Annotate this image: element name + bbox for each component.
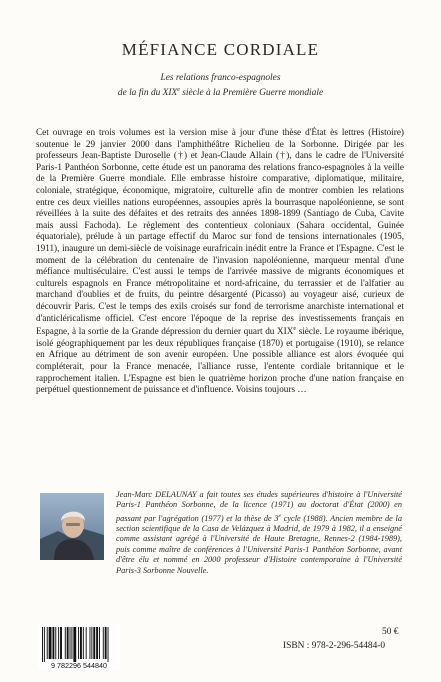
barcode-bar bbox=[42, 627, 43, 662]
barcode-bar bbox=[86, 627, 87, 659]
barcode-bar bbox=[71, 627, 72, 659]
author-bio: Jean-Marc DELAUNAY a fait toutes ses études supérieures d'histoire à l'Université Paris-1 Panthéon Sorbonne, de la licence (1971) au doctorat d'État (2000) en passant par l'agrégation (1977) et la thèse de 3e cycle (1988). Ancien membre de la section scientifique de la Casa de Velázquez à Madrid, de 1979 à 1982, il a enseigné comme assistant agrégé à l'Université de Haute Bretagne, Rennes-2 (1984-1989), puis comme maître de conférences à l'Université Paris-1 Panthéon Sorbonne, avant d'être élu et nommé en 2000 professeur d'Histoire contemporaine à l'Université Paris-3 Sorbonne Nouvelle. bbox=[40, 490, 402, 576]
barcode-bar bbox=[65, 627, 66, 659]
isbn-label: ISBN : 978-2-296-54484-0 bbox=[283, 641, 386, 651]
barcode-bar bbox=[99, 627, 100, 659]
barcode-bar bbox=[49, 627, 52, 659]
barcode-bar bbox=[91, 627, 92, 659]
barcode-bar bbox=[105, 627, 107, 659]
barcode-bar bbox=[78, 627, 79, 659]
barcode-digits: 9 782296 544840 bbox=[51, 661, 107, 670]
book-summary: Cet ouvrage en trois volumes est la version mise à jour d'une thèse d'État ès lettres (Histoire) soutenue le 29 janvier 2000 dans l'amphithéâtre Richelieu de la Sorbonne. Dirigée par les professeurs Jean-Baptiste Duroselle (†) et Jean-Claude Allain (†), dans le cadre de l'Université Paris-1 Panthéon Sorbonne, cette étude est un panorama des relations franco-espagnoles à la veille de la Première Guerre mondiale. Elle embrasse histoire comparative, diplomatique, militaire, coloniale, stratégique, économique, migratoire, culturelle afin de montrer combien les relations entre ces deux vieilles nations européennes, assoupies après la bourrasque napoléonienne, se sont réveillées à la suite des défaites et des retraits des années 1898-1899 (Santiago de Cuba, Cavite mais aussi Fachoda). Le règlement des contentieux coloniaux (Sahara occidental, Guinée équatoriale), prélude à un partage effectif du Maroc sur fond de tensions internationales (1905, 1911), inaugure un demi-siècle de voisinage eurafricain inédit entre la France et l'Espagne. C'est le moment de la célébration du centenaire de l'invasion napoléonienne, marqueur mental d'une méfiance multiséculaire. C'est aussi le temps de l'arrivée massive de migrants économiques et culturels espagnols en France métropolitaine et nord-africaine, du terrassier et de l'alfatier au marchand d'oublies et de fruits, du peintre désargenté (Picasso) au voyageur aisé, curieux de découvrir Paris. C'est le temps des exils croisés sur fond de terrorisme anarchiste international et d'anticléricalisme officiel. C'est encore l'époque de la reprise des investissements français en Espagne, à la sortie de la Grande dépression du dernier quart du XIXe siècle. Le royaume ibérique, isolé géographiquement par les deux républiques française (1870) et portugaise (1910), se relance en Afrique au détriment de son avenir européen. Une possible alliance est alors évoquée qui compléterait, pour la France menacée, l'alliance russe, l'entente cordiale britannique et le rapprochement italien. L'Espagne est bien le quatrième horizon proche d'une nation française en perpétuel questionnement de puissance et d'influence. Voisins toujours … bbox=[36, 127, 404, 395]
subtitle-line-2: de la fin du XIXe siècle à la Première Guerre mondiale bbox=[117, 87, 324, 99]
barcode-bar bbox=[80, 627, 82, 659]
book-subtitle bbox=[20, 72, 421, 99]
isbn-barcode bbox=[38, 624, 120, 670]
barcode-image bbox=[38, 624, 120, 670]
barcode-bar bbox=[52, 627, 54, 659]
barcode-bar bbox=[83, 627, 84, 659]
subtitle-line-1: Les relations franco-espagnoles bbox=[160, 73, 281, 83]
barcode-bar bbox=[93, 627, 95, 659]
barcode-bar bbox=[90, 627, 91, 659]
barcode-bar bbox=[44, 627, 45, 662]
barcode-bar bbox=[103, 627, 104, 659]
price-label: 50 € bbox=[382, 627, 399, 637]
barcode-bar bbox=[73, 627, 76, 662]
book-title: MÉFIANCE CORDIALE bbox=[121, 40, 320, 59]
barcode-bar bbox=[60, 627, 62, 659]
barcode-bar bbox=[55, 627, 56, 659]
barcode-bar bbox=[96, 627, 98, 659]
barcode-bar bbox=[47, 627, 48, 659]
barcode-bar bbox=[58, 627, 59, 659]
photo-spacer bbox=[40, 490, 116, 570]
barcode-bar bbox=[67, 627, 69, 659]
barcode-bar bbox=[70, 627, 71, 659]
barcode-bar bbox=[108, 627, 109, 662]
